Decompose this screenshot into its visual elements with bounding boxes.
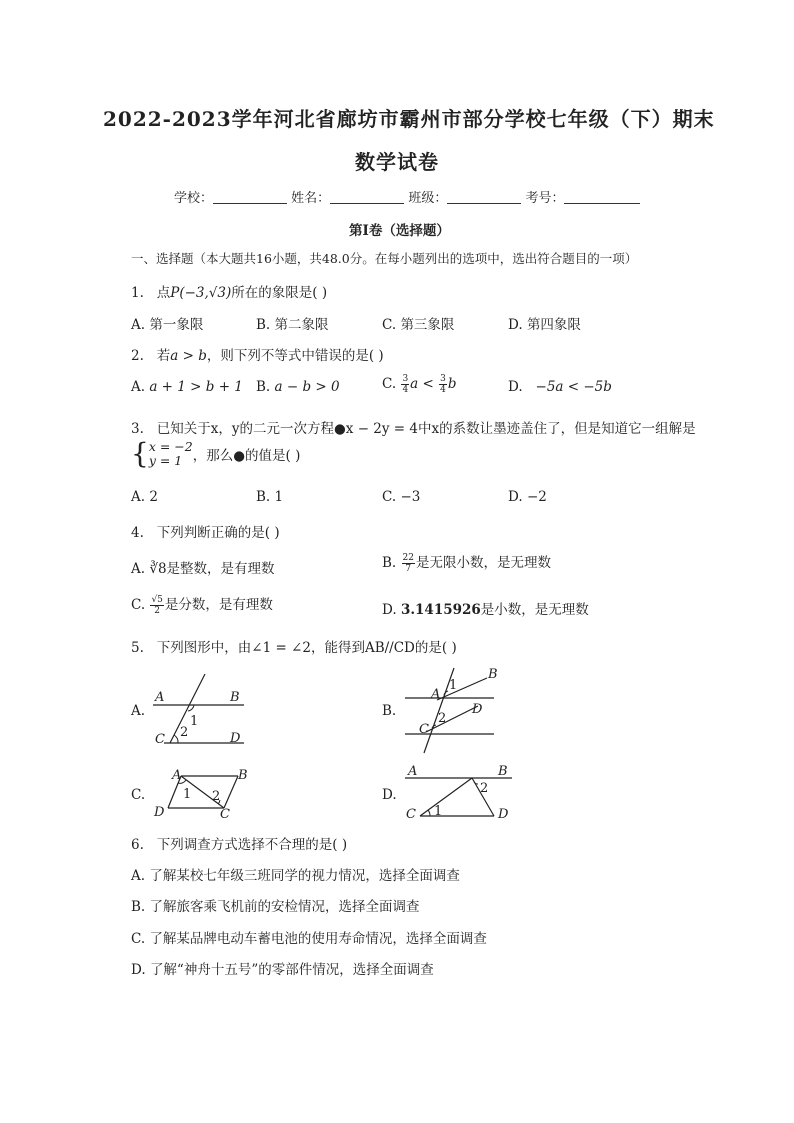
name-blank[interactable] xyxy=(330,190,404,204)
question-1: 1. 点P(−3,√3)所在的象限是( ) xyxy=(131,285,328,301)
q2-option-b[interactable]: B. a − b > 0 xyxy=(256,379,340,395)
label-b: B xyxy=(238,768,248,783)
label-angle-1: 1 xyxy=(449,678,458,693)
student-info-line xyxy=(174,187,640,206)
class-label: 班级： xyxy=(408,191,448,206)
q3-option-a[interactable]: A. 2 xyxy=(131,489,158,505)
label-angle-1: 1 xyxy=(183,787,192,802)
q5-option-d-label[interactable]: D. xyxy=(382,787,397,803)
q6-option-d[interactable]: D. 了解“神舟十五号”的零部件情况，选择全面调查 xyxy=(131,962,434,978)
q4-option-b[interactable]: B. $\frac{22}{7}$ 是无限小数，是无理数 xyxy=(382,553,551,574)
class-blank[interactable] xyxy=(447,190,521,204)
label-a: A xyxy=(408,764,418,779)
q1-option-a[interactable]: A. 第一象限 xyxy=(131,317,204,333)
label-d: D xyxy=(230,731,241,746)
label-angle-2: 2 xyxy=(480,781,489,796)
label-angle-1: 1 xyxy=(434,804,443,819)
segment-ab xyxy=(437,678,487,700)
q3-option-b[interactable]: B. 1 xyxy=(256,489,284,505)
fraction: $\frac{3}{4}$ xyxy=(402,374,409,395)
q6-option-c[interactable]: C. 了解某品牌电动车蓄电池的使用寿命情况，选择全面调查 xyxy=(131,931,487,947)
fraction: $\frac{3}{4}$ xyxy=(440,374,446,395)
label-b: B xyxy=(498,764,508,779)
system-brace: { xyxy=(131,437,149,470)
question-3-line-2: { x = −2 y = 1 ，那么●的值是( ) xyxy=(131,437,301,470)
q6-option-b[interactable]: B. 了解旅客乘飞机前的安检情况，选择全面调查 xyxy=(131,899,420,915)
label-angle-2: 2 xyxy=(180,725,189,740)
angle-2-arc xyxy=(474,782,478,784)
label-d: D xyxy=(498,807,509,822)
q1-option-b[interactable]: B. 第二象限 xyxy=(256,317,329,333)
school-label: 学校： xyxy=(174,191,214,206)
label-b: B xyxy=(488,667,498,682)
part-title: 第I卷（选择题） xyxy=(349,223,450,239)
section-1-intro: 一、选择题（本大题共16小题，共48.0分。在每小题列出的选项中，选出符合题目的一项） xyxy=(131,251,638,266)
question-4: 4. 下列判断正确的是( ) xyxy=(131,525,280,541)
question-2: 2. 若a > b，则下列不等式中错误的是( ) xyxy=(131,348,384,364)
q2-option-a[interactable]: A. a + 1 > b + 1 xyxy=(131,379,243,395)
label-a: A xyxy=(172,768,182,783)
title-line-1: 2022-2023学年河北省廊坊市霸州市部分学校七年级（下）期末 xyxy=(103,107,715,131)
q4-option-a[interactable]: A. ∛8是整数，是有理数 xyxy=(131,561,275,577)
name-label: 姓名： xyxy=(291,191,331,206)
label-angle-1: 1 xyxy=(190,714,199,729)
q1-option-d[interactable]: D. 第四象限 xyxy=(508,317,581,333)
label-c: C xyxy=(406,807,416,822)
q4-option-c[interactable]: C. $\frac{√5}{2}$ 是分数，是有理数 xyxy=(131,595,273,616)
q3-option-d[interactable]: D. −2 xyxy=(508,489,547,505)
question-6: 6. 下列调查方式选择不合理的是( ) xyxy=(131,837,348,853)
title-line-2: 数学试卷 xyxy=(355,150,439,174)
q1-option-c[interactable]: C. 第三象限 xyxy=(382,317,455,333)
q5-figure-c xyxy=(150,764,254,822)
q4-option-d[interactable]: D. 3.1415926是小数，是无理数 xyxy=(382,602,589,618)
label-b: B xyxy=(230,690,240,705)
angle-1-arc xyxy=(444,691,448,695)
label-c: C xyxy=(419,722,429,737)
label-d: D xyxy=(154,805,165,820)
q2-option-c[interactable]: C. $\frac{3}{4}$ a < $\frac{3}{4}$ b xyxy=(382,374,457,395)
q3-option-c[interactable]: C. −3 xyxy=(382,489,421,505)
q5-option-a-label[interactable]: A. xyxy=(131,703,146,719)
label-c: C xyxy=(155,732,165,747)
q5-figure-a xyxy=(150,672,250,750)
equation-system: x = −2 y = 1 xyxy=(148,439,193,468)
label-a: A xyxy=(431,687,441,702)
label-a: A xyxy=(155,690,165,705)
exam-number-blank[interactable] xyxy=(564,190,640,204)
q5-figure-b xyxy=(402,662,502,754)
q2-option-d[interactable]: D. −5a < −5b xyxy=(508,379,612,395)
question-5: 5. 下列图形中，由∠1 = ∠2，能得到AB//CD的是( ) xyxy=(131,640,457,656)
fraction: $\frac{22}{7}$ xyxy=(402,553,414,574)
q5-figure-d xyxy=(402,764,516,822)
label-d: D xyxy=(472,702,483,717)
fraction: $\frac{√5}{2}$ xyxy=(151,595,163,616)
label-angle-2: 2 xyxy=(212,789,221,804)
q5-option-c-label[interactable]: C. xyxy=(131,787,146,803)
question-3-line-1: 3. 已知关于x，y的二元一次方程●x − 2y = 4中x的系数让墨迹盖住了，但是知道它一组解是 xyxy=(131,421,696,437)
angle-2-arc xyxy=(174,735,178,743)
segment-bc xyxy=(224,776,238,808)
angle-1-arc xyxy=(428,810,430,816)
q6-option-a[interactable]: A. 了解某校七年级三班同学的视力情况，选择全面调查 xyxy=(131,868,460,884)
segment-cd xyxy=(426,706,478,732)
school-blank[interactable] xyxy=(213,190,287,204)
label-c: C xyxy=(220,807,230,822)
q5-option-b-label[interactable]: B. xyxy=(382,703,397,719)
exam-number-label: 考号： xyxy=(525,191,565,206)
label-angle-2: 2 xyxy=(438,711,447,726)
